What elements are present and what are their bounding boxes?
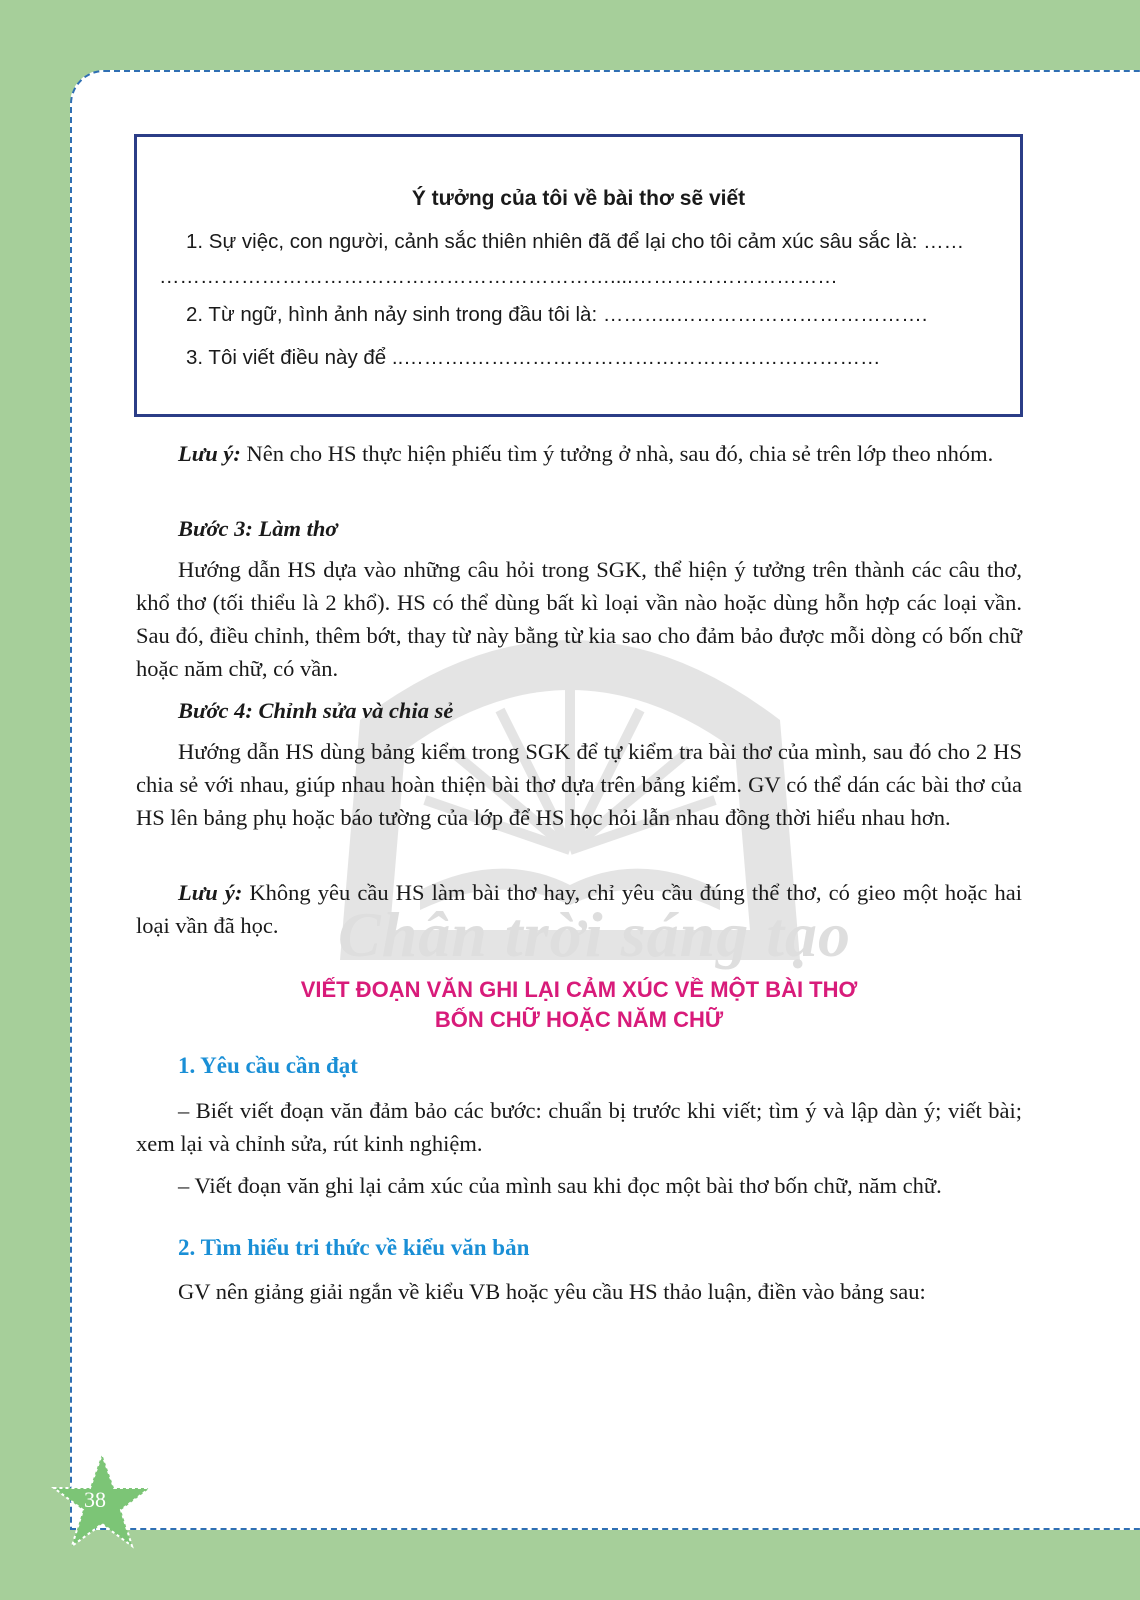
page-number: 38 [84,1487,106,1512]
step-4-heading-block [136,694,1022,727]
idea-box-title: Ý tưởng của tôi về bài thơ sẽ viết [411,187,746,210]
requirements-heading: 1. Yêu cầu cần đạt [178,1053,358,1078]
section-title-line-2: BỐN CHỮ HOẶC NĂM CHỮ [434,1007,724,1032]
note-2 [136,876,1022,942]
requirements-item-2-block [136,1169,1022,1202]
step-3-heading-block [136,512,1022,545]
idea-box-line-2: 2. Từ ngữ, hình ảnh nảy sinh trong đầu tôi là: ………..………………………………. [186,303,928,326]
idea-box [134,134,1023,417]
note-1-label: Lưu ý: [178,441,241,466]
section-title [136,975,1022,1035]
step-4-body: Hướng dẫn HS dùng bảng kiểm trong SGK để tự kiểm tra bài thơ của mình, sau đó cho 2 HS chia sẻ với nhau, giúp nhau hoàn thiện bài thơ dựa trên bảng kiểm. GV có thể dán các bài thơ của HS lên bảng phụ hoặc báo tường của lớp để HS học hỏi lẫn nhau đồng thời hiểu nhau hơn. [136,739,1022,830]
requirements-item-2: – Viết đoạn văn ghi lại cảm xúc của mình sau khi đọc một bài thơ bốn chữ, năm chữ. [178,1173,942,1198]
knowledge-body-block [136,1275,1022,1308]
idea-box-line-1-continued: …………………………………………………………....………………………… [159,265,838,288]
step-3-heading: Bước 3: Làm thơ [178,516,338,541]
requirements-item-1: – Biết viết đoạn văn đảm bảo các bước: chuẩn bị trước khi viết; tìm ý và lập dàn ý; viết bài; xem lại và chỉnh sửa, rút kinh nghiệm. [136,1098,1022,1156]
step-3-body-block [136,553,1022,685]
note-1-text: Nên cho HS thực hiện phiếu tìm ý tưởng ở nhà, sau đó, chia sẻ trên lớp theo nhóm. [240,441,994,466]
watermark-text: Chân trời sáng tạo [338,899,851,970]
requirements-item-1-block [136,1094,1022,1160]
step-4-body-block [136,735,1022,834]
note-2-text: Không yêu cầu HS làm bài thơ hay, chỉ yêu cầu đúng thể thơ, có gieo một hoặc hai loại vần đã học. [136,880,1022,938]
step-4-heading: Bước 4: Chỉnh sửa và chia sẻ [178,698,454,723]
knowledge-heading: 2. Tìm hiểu tri thức về kiểu văn bản [178,1235,530,1260]
idea-box-line-3: 3. Tôi viết điều này để ..……….…………………………………………………… [186,346,881,369]
step-3-body: Hướng dẫn HS dựa vào những câu hỏi trong SGK, thể hiện ý tưởng trên thành các câu thơ, khổ thơ (tối thiểu là 2 khổ). HS có thể dùng bất kì loại vần nào hoặc dùng hỗn hợp các loại vần. Sau đó, điều chỉnh, thêm bớt, thay từ này bằng từ kia sao cho đảm bảo được mỗi dòng có bốn chữ hoặc năm chữ, có vần. [136,557,1022,681]
idea-box-line-1: 1. Sự việc, con người, cảnh sắc thiên nhiên đã để lại cho tôi cảm xúc sâu sắc là: …… [186,230,965,253]
note-1 [136,437,1022,470]
note-2-label: Lưu ý: [178,880,243,905]
knowledge-body: GV nên giảng giải ngắn về kiểu VB hoặc yêu cầu HS thảo luận, điền vào bảng sau: [178,1279,926,1304]
section-title-line-1: VIẾT ĐOẠN VĂN GHI LẠI CẢM XÚC VỀ MỘT BÀI THƠ [300,977,858,1002]
